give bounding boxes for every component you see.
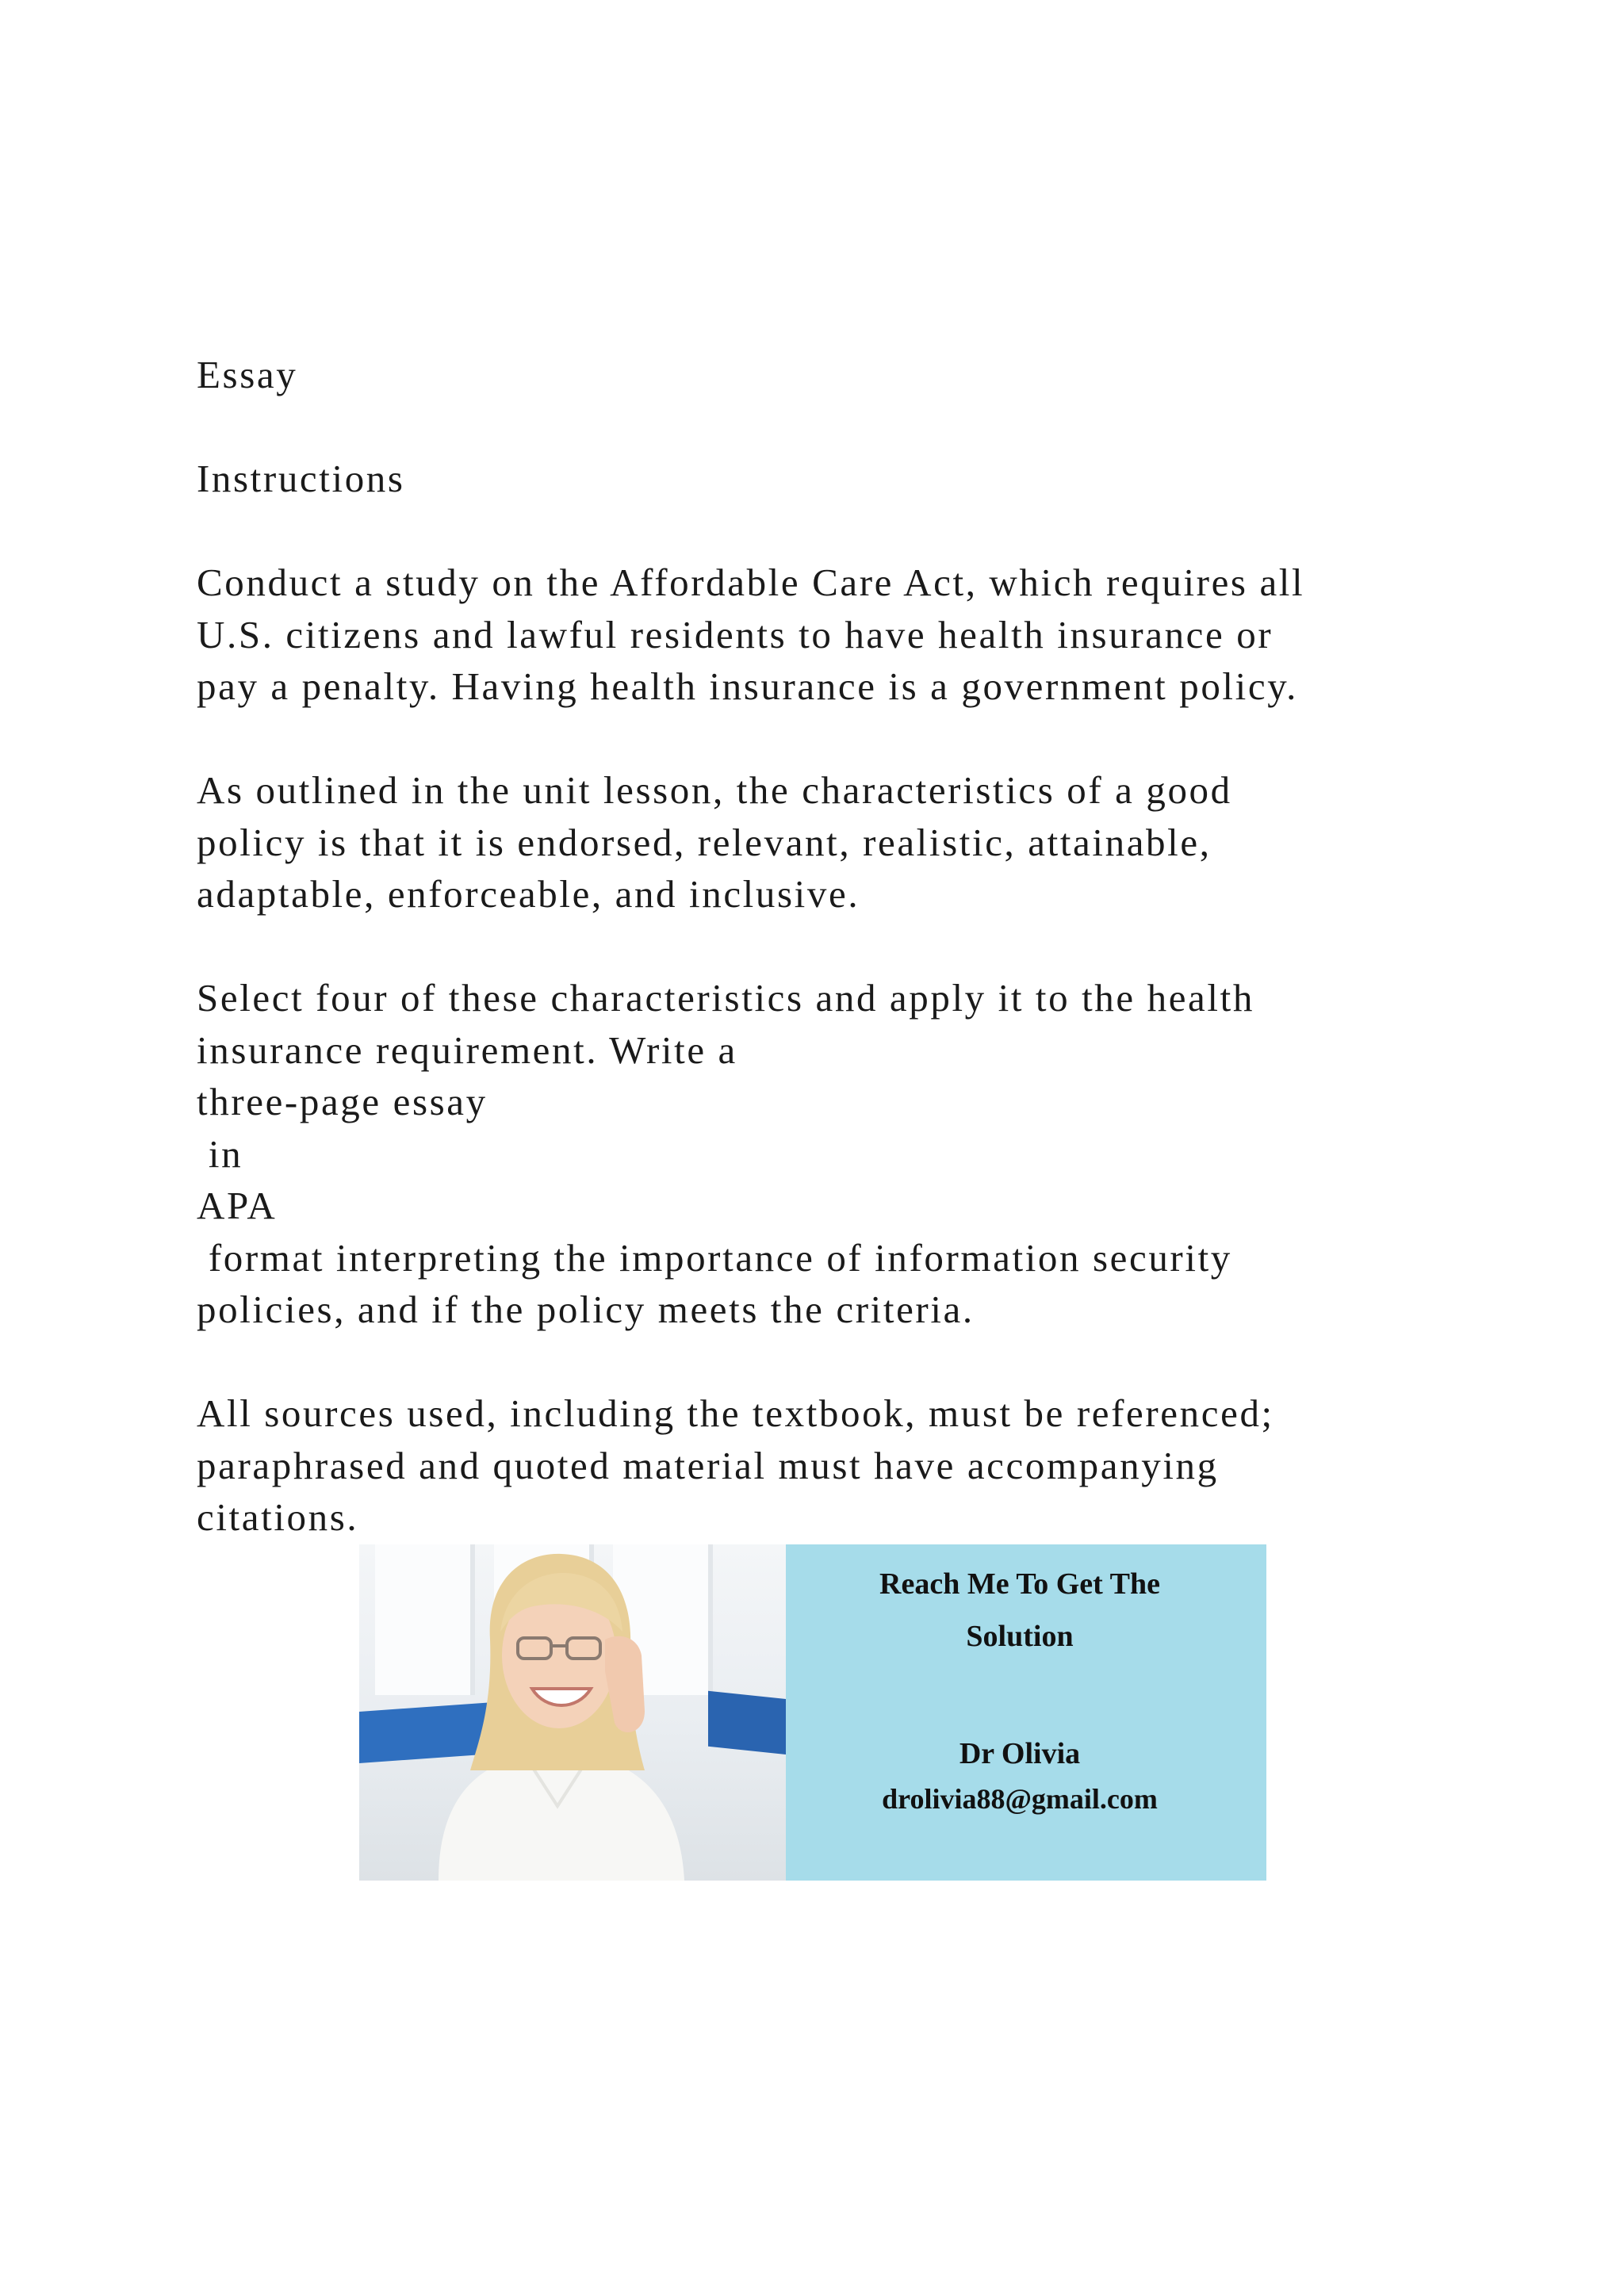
banner-headline: Reach Me To Get The	[879, 1567, 1160, 1601]
paragraph-1-line: pay a penalty. Having health insurance is a government policy.	[197, 664, 1298, 708]
contact-email: drolivia88@gmail.com	[882, 1783, 1158, 1815]
banner-subheadline: Solution	[966, 1620, 1074, 1653]
paragraph-3-line: format interpreting the importance of information security	[197, 1235, 1232, 1280]
woman-photo	[359, 1544, 786, 1881]
spacer	[197, 1336, 1497, 1388]
chair-shape	[708, 1691, 786, 1755]
paragraph-3-line: APA	[197, 1184, 278, 1227]
spacer	[197, 713, 1497, 765]
paragraph-2-line: As outlined in the unit lesson, the characteristics of a good	[197, 768, 1232, 812]
paragraph-1-line: Conduct a study on the Affordable Care Act, which requires all	[197, 561, 1305, 604]
paragraph-3-line: policies, and if the policy meets the criteria.	[197, 1288, 975, 1331]
person-illustration	[407, 1544, 708, 1881]
instructions-heading: Instructions	[197, 457, 405, 500]
document-title: Essay	[197, 353, 298, 396]
paragraph-3-line: three-page essay	[197, 1080, 488, 1123]
paragraph-4-line: All sources used, including the textbook, must be referenced;	[197, 1391, 1274, 1435]
paragraph-2-line: policy is that it is endorsed, relevant, realistic, attainable,	[197, 820, 1212, 864]
paragraph-1-line: U.S. citizens and lawful residents to have health insurance or	[197, 612, 1274, 656]
paragraph-3-line: insurance requirement. Write a	[197, 1027, 737, 1072]
paragraph-2-line: adaptable, enforceable, and inclusive.	[197, 872, 860, 916]
contact-banner	[359, 1544, 1266, 1881]
paragraph-4-line: paraphrased and quoted material must have accompanying	[197, 1443, 1219, 1487]
spacer	[197, 401, 1497, 453]
spacer	[197, 920, 1497, 973]
contact-info-panel	[786, 1544, 1266, 1881]
paragraph-3-line: in	[197, 1131, 243, 1176]
paragraph-4-line: citations.	[197, 1495, 359, 1539]
essay-text	[197, 349, 1497, 1544]
contact-name: Dr Olivia	[959, 1737, 1081, 1770]
spacer	[197, 505, 1497, 557]
paragraph-3-line: Select four of these characteristics and apply it to the health	[197, 976, 1254, 1020]
